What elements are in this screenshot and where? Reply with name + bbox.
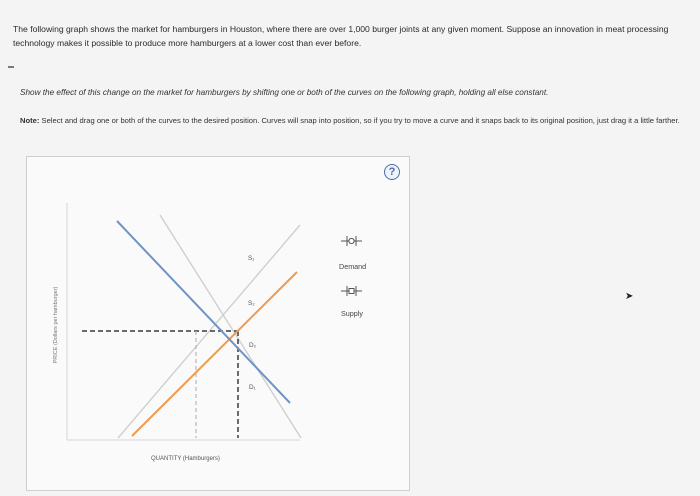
legend-demand-tool[interactable] [341, 236, 362, 246]
question-intro: The following graph shows the market for hamburgers in Houston, where there are over 1,000 burger joints at any given moment. Suppose an innovation in meat processing technology makes it possible to produce more hamburgers at a lower cost than ever before. [13, 24, 669, 48]
note-text: Select and drag one or both of the curves to the desired position. Curves will snap into position, so if you try to move a curve and it snaps back to its original position, just drag it a little farther. [39, 116, 680, 125]
demand-curve-d2[interactable] [117, 221, 290, 403]
x-axis-label: QUANTITY (Hamburgers) [151, 456, 220, 462]
label-s2: S₂ [248, 300, 255, 307]
help-icon[interactable]: ? [384, 164, 400, 180]
y-axis-label: PRICE (Dollars per hamburger) [53, 286, 59, 364]
legend-supply-label: Supply [341, 309, 363, 318]
label-d1: D₁ [249, 384, 256, 391]
supply-curve-s1[interactable] [118, 225, 300, 438]
label-d2: D₂ [249, 342, 257, 349]
label-s1: S₁ [248, 255, 255, 262]
legend-demand-label: Demand [339, 262, 367, 271]
mouse-cursor-icon: ➤ [625, 291, 634, 302]
supply-curve-s2[interactable] [132, 272, 297, 436]
note-label: Note: [20, 116, 40, 125]
legend-supply-tool[interactable] [341, 286, 362, 296]
question-instruction: Show the effect of this change on the market for hamburgers by shifting one or both of the curves on the following graph, holding all else constant. [20, 88, 549, 97]
